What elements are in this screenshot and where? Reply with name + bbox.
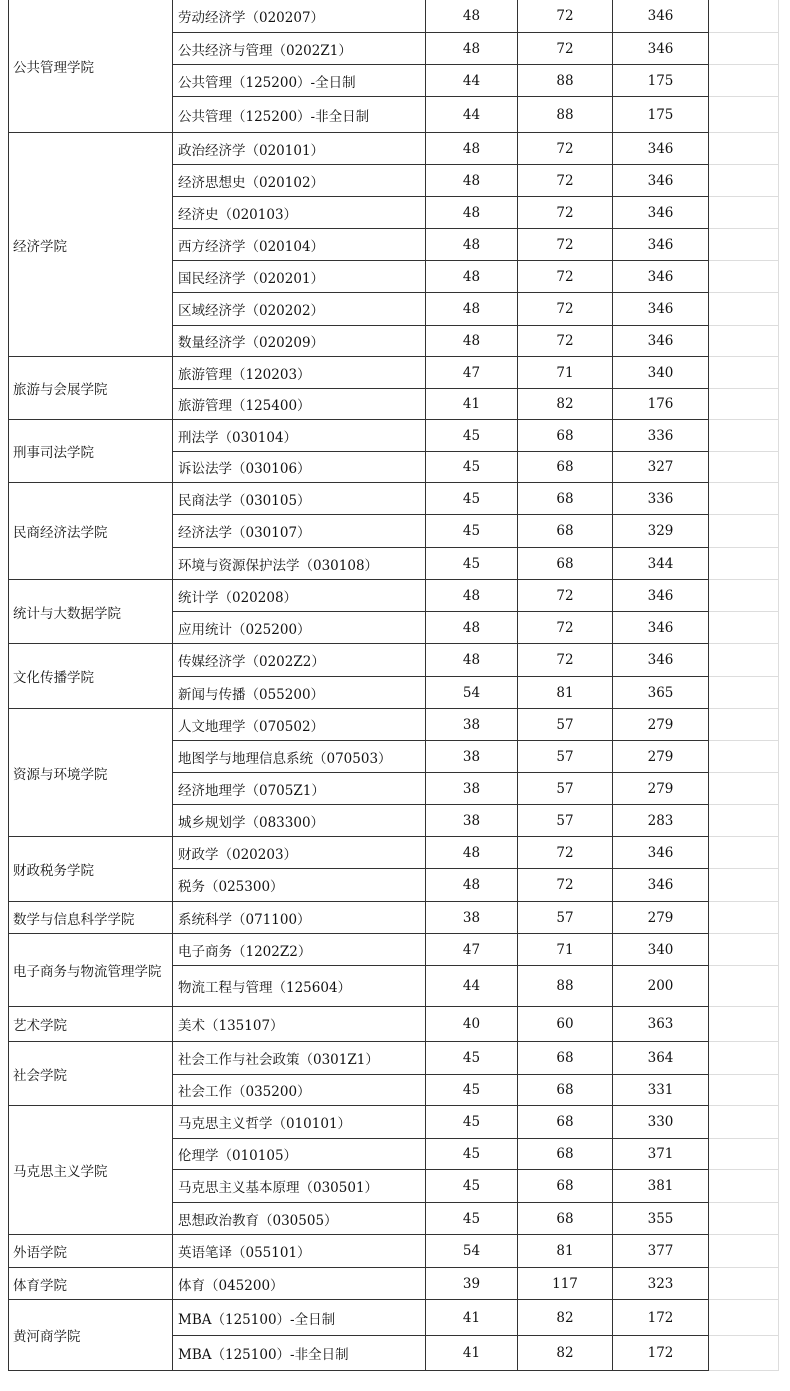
score-a-cell: 38 [426,773,518,805]
score-b-cell: 72 [518,612,613,644]
empty-cell [709,165,779,197]
major-cell: 体育（045200） [173,1268,426,1300]
major-cell: 旅游管理（120203） [173,357,426,389]
empty-cell [709,389,779,420]
table-row [9,1235,779,1268]
college-cell: 艺术学院 [9,1007,173,1042]
empty-cell [709,229,779,261]
total-score-cell: 346 [613,197,709,229]
major-cell: 英语笔译（055101） [173,1235,426,1268]
score-b-cell: 72 [518,326,613,357]
score-b-cell: 72 [518,133,613,165]
total-score-cell: 346 [613,612,709,644]
score-a-cell: 45 [426,483,518,515]
table-row [9,837,779,869]
empty-cell [709,420,779,452]
major-cell: MBA（125100）-非全日制 [173,1336,426,1371]
score-a-cell: 41 [426,389,518,420]
major-cell: 财政学（020203） [173,837,426,869]
total-score-cell: 346 [613,869,709,902]
score-a-cell: 45 [426,548,518,580]
empty-cell [709,548,779,580]
total-score-cell: 346 [613,580,709,612]
major-cell: 经济思想史（020102） [173,165,426,197]
total-score-cell: 371 [613,1139,709,1170]
total-score-cell: 279 [613,773,709,805]
score-b-cell: 68 [518,1170,613,1203]
score-b-cell: 68 [518,483,613,515]
major-cell: 经济法学（030107） [173,515,426,548]
score-a-cell: 45 [426,420,518,452]
total-score-cell: 344 [613,548,709,580]
total-score-cell: 346 [613,33,709,65]
score-a-cell: 48 [426,612,518,644]
score-b-cell: 72 [518,33,613,65]
major-cell: 社会工作与社会政策（0301Z1） [173,1042,426,1075]
score-a-cell: 48 [426,33,518,65]
score-b-cell: 57 [518,741,613,773]
total-score-cell: 175 [613,97,709,133]
total-score-cell: 340 [613,934,709,966]
empty-cell [709,741,779,773]
score-b-cell: 57 [518,805,613,837]
score-a-cell: 38 [426,709,518,741]
major-cell: 公共管理（125200）-全日制 [173,65,426,97]
college-cell: 财政税务学院 [9,837,173,902]
major-cell: 劳动经济学（020207） [173,0,426,33]
major-cell: 数量经济学（020209） [173,326,426,357]
college-cell: 资源与环境学院 [9,709,173,837]
major-cell: 政治经济学（020101） [173,133,426,165]
empty-cell [709,1007,779,1042]
score-b-cell: 68 [518,515,613,548]
score-a-cell: 54 [426,677,518,709]
empty-cell [709,869,779,902]
score-a-cell: 48 [426,869,518,902]
major-cell: 社会工作（035200） [173,1075,426,1106]
score-b-cell: 117 [518,1268,613,1300]
empty-cell [709,1300,779,1336]
major-cell: 统计学（020208） [173,580,426,612]
empty-cell [709,580,779,612]
score-b-cell: 57 [518,709,613,741]
score-b-cell: 72 [518,261,613,293]
major-cell: 民商法学（030105） [173,483,426,515]
total-score-cell: 200 [613,966,709,1007]
score-a-cell: 38 [426,805,518,837]
empty-cell [709,805,779,837]
table-row [9,580,779,612]
score-b-cell: 60 [518,1007,613,1042]
empty-cell [709,1042,779,1075]
score-b-cell: 72 [518,197,613,229]
table-row [9,902,779,934]
score-b-cell: 68 [518,1106,613,1139]
score-b-cell: 82 [518,389,613,420]
empty-cell [709,773,779,805]
score-b-cell: 68 [518,1042,613,1075]
score-b-cell: 68 [518,1139,613,1170]
empty-cell [709,1139,779,1170]
empty-cell [709,966,779,1007]
score-b-cell: 68 [518,1203,613,1235]
college-cell: 体育学院 [9,1268,173,1300]
total-score-cell: 176 [613,389,709,420]
major-cell: 马克思主义基本原理（030501） [173,1170,426,1203]
major-cell: 马克思主义哲学（010101） [173,1106,426,1139]
empty-cell [709,197,779,229]
score-a-cell: 44 [426,966,518,1007]
empty-cell [709,483,779,515]
college-cell: 马克思主义学院 [9,1106,173,1235]
empty-cell [709,515,779,548]
score-line-table [8,0,779,1371]
empty-cell [709,934,779,966]
major-cell: 人文地理学（070502） [173,709,426,741]
major-cell: 环境与资源保护法学（030108） [173,548,426,580]
table-row [9,483,779,515]
empty-cell [709,65,779,97]
total-score-cell: 346 [613,644,709,677]
empty-cell [709,677,779,709]
table-row [9,0,779,33]
total-score-cell: 365 [613,677,709,709]
college-cell: 社会学院 [9,1042,173,1106]
empty-cell [709,1106,779,1139]
total-score-cell: 279 [613,709,709,741]
total-score-cell: 346 [613,0,709,33]
college-cell: 经济学院 [9,133,173,357]
major-cell: 思想政治教育（030505） [173,1203,426,1235]
major-cell: 城乡规划学（083300） [173,805,426,837]
empty-cell [709,1235,779,1268]
score-a-cell: 48 [426,261,518,293]
table-row [9,709,779,741]
score-b-cell: 72 [518,644,613,677]
table-row [9,1007,779,1042]
total-score-cell: 346 [613,229,709,261]
total-score-cell: 381 [613,1170,709,1203]
score-b-cell: 72 [518,0,613,33]
college-cell: 电子商务与物流管理学院 [9,934,173,1007]
score-b-cell: 71 [518,357,613,389]
score-a-cell: 45 [426,1075,518,1106]
empty-cell [709,612,779,644]
score-b-cell: 88 [518,966,613,1007]
major-cell: 系统科学（071100） [173,902,426,934]
empty-cell [709,1336,779,1371]
major-cell: 西方经济学（020104） [173,229,426,261]
score-a-cell: 48 [426,644,518,677]
score-a-cell: 44 [426,97,518,133]
table-row [9,420,779,452]
score-b-cell: 72 [518,229,613,261]
score-b-cell: 68 [518,1075,613,1106]
score-b-cell: 72 [518,869,613,902]
empty-cell [709,1075,779,1106]
score-b-cell: 72 [518,293,613,326]
college-cell: 文化传播学院 [9,644,173,709]
total-score-cell: 175 [613,65,709,97]
score-a-cell: 47 [426,357,518,389]
major-cell: 新闻与传播（055200） [173,677,426,709]
total-score-cell: 323 [613,1268,709,1300]
empty-cell [709,326,779,357]
college-cell: 统计与大数据学院 [9,580,173,644]
empty-cell [709,1268,779,1300]
empty-cell [709,1203,779,1235]
total-score-cell: 331 [613,1075,709,1106]
score-b-cell: 82 [518,1336,613,1371]
total-score-cell: 346 [613,837,709,869]
empty-cell [709,261,779,293]
empty-cell [709,293,779,326]
table-row [9,1300,779,1336]
table-row [9,1106,779,1139]
score-b-cell: 68 [518,548,613,580]
score-a-cell: 48 [426,293,518,326]
score-b-cell: 71 [518,934,613,966]
major-cell: 国民经济学（020201） [173,261,426,293]
empty-cell [709,1170,779,1203]
score-a-cell: 45 [426,1203,518,1235]
score-b-cell: 72 [518,165,613,197]
college-cell: 黄河商学院 [9,1300,173,1371]
college-cell: 旅游与会展学院 [9,357,173,420]
score-a-cell: 44 [426,65,518,97]
total-score-cell: 346 [613,165,709,197]
total-score-cell: 340 [613,357,709,389]
college-cell: 数学与信息科学学院 [9,902,173,934]
empty-cell [709,357,779,389]
total-score-cell: 346 [613,261,709,293]
score-a-cell: 41 [426,1336,518,1371]
score-b-cell: 88 [518,65,613,97]
score-b-cell: 68 [518,452,613,483]
major-cell: 公共管理（125200）-非全日制 [173,97,426,133]
table-row [9,1042,779,1075]
score-a-cell: 48 [426,197,518,229]
score-a-cell: 38 [426,902,518,934]
score-a-cell: 45 [426,1170,518,1203]
major-cell: 诉讼法学（030106） [173,452,426,483]
total-score-cell: 346 [613,326,709,357]
college-cell: 外语学院 [9,1235,173,1268]
empty-cell [709,902,779,934]
score-a-cell: 48 [426,837,518,869]
empty-cell [709,97,779,133]
table-row [9,1268,779,1300]
major-cell: 电子商务（1202Z2） [173,934,426,966]
score-b-cell: 72 [518,837,613,869]
major-cell: 刑法学（030104） [173,420,426,452]
total-score-cell: 336 [613,483,709,515]
score-a-cell: 48 [426,326,518,357]
table-row [9,644,779,677]
major-cell: 旅游管理（125400） [173,389,426,420]
score-a-cell: 45 [426,1139,518,1170]
college-cell: 公共管理学院 [9,0,173,133]
table-row [9,133,779,165]
score-b-cell: 68 [518,420,613,452]
total-score-cell: 279 [613,902,709,934]
empty-cell [709,837,779,869]
major-cell: MBA（125100）-全日制 [173,1300,426,1336]
score-a-cell: 48 [426,133,518,165]
major-cell: 经济史（020103） [173,197,426,229]
major-cell: 传媒经济学（0202Z2） [173,644,426,677]
total-score-cell: 364 [613,1042,709,1075]
major-cell: 经济地理学（0705Z1） [173,773,426,805]
total-score-cell: 329 [613,515,709,548]
empty-cell [709,133,779,165]
major-cell: 区域经济学（020202） [173,293,426,326]
score-b-cell: 57 [518,902,613,934]
college-cell: 民商经济法学院 [9,483,173,580]
score-b-cell: 72 [518,580,613,612]
total-score-cell: 330 [613,1106,709,1139]
score-a-cell: 48 [426,229,518,261]
score-a-cell: 39 [426,1268,518,1300]
table-row [9,357,779,389]
score-a-cell: 45 [426,515,518,548]
total-score-cell: 377 [613,1235,709,1268]
score-a-cell: 40 [426,1007,518,1042]
college-cell: 刑事司法学院 [9,420,173,483]
total-score-cell: 283 [613,805,709,837]
total-score-cell: 346 [613,293,709,326]
total-score-cell: 336 [613,420,709,452]
major-cell: 美术（135107） [173,1007,426,1042]
total-score-cell: 327 [613,452,709,483]
score-a-cell: 48 [426,165,518,197]
major-cell: 物流工程与管理（125604） [173,966,426,1007]
empty-cell [709,644,779,677]
total-score-cell: 279 [613,741,709,773]
empty-cell [709,709,779,741]
score-b-cell: 57 [518,773,613,805]
score-a-cell: 45 [426,1042,518,1075]
score-a-cell: 41 [426,1300,518,1336]
major-cell: 应用统计（025200） [173,612,426,644]
major-cell: 税务（025300） [173,869,426,902]
score-a-cell: 45 [426,452,518,483]
table-body [9,0,779,1371]
total-score-cell: 363 [613,1007,709,1042]
score-a-cell: 45 [426,1106,518,1139]
major-cell: 公共经济与管理（0202Z1） [173,33,426,65]
total-score-cell: 172 [613,1336,709,1371]
empty-cell [709,452,779,483]
total-score-cell: 355 [613,1203,709,1235]
score-b-cell: 88 [518,97,613,133]
score-a-cell: 54 [426,1235,518,1268]
major-cell: 地图学与地理信息系统（070503） [173,741,426,773]
score-a-cell: 38 [426,741,518,773]
score-a-cell: 47 [426,934,518,966]
score-a-cell: 48 [426,0,518,33]
empty-cell [709,0,779,33]
score-b-cell: 81 [518,1235,613,1268]
total-score-cell: 346 [613,133,709,165]
score-a-cell: 48 [426,580,518,612]
table-row [9,934,779,966]
total-score-cell: 172 [613,1300,709,1336]
score-b-cell: 81 [518,677,613,709]
score-b-cell: 82 [518,1300,613,1336]
empty-cell [709,33,779,65]
major-cell: 伦理学（010105） [173,1139,426,1170]
